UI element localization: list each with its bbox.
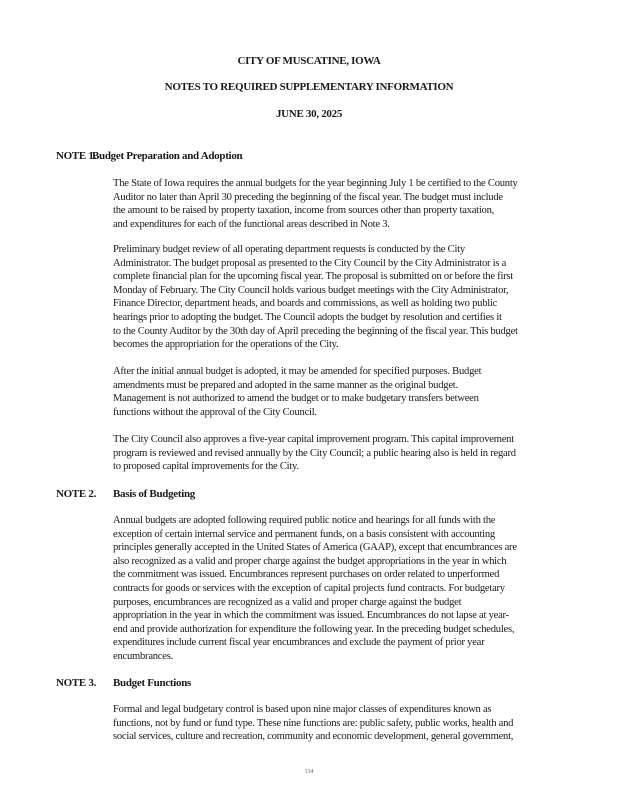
paragraph [113, 703, 513, 744]
text-line: amendments must be prepared and adopted in the same manner as the original budget. [113, 379, 458, 391]
text-line: also recognized as a valid and proper charge against the budget appropriations in the year in which [113, 555, 507, 567]
text-line: becomes the appropriation for the operations of the City. [113, 339, 339, 351]
text-line: end and provide authorization for expenditure the following year. In the preceding budget schedules, [113, 623, 515, 635]
text-line: functions, not by fund or fund type. These nine functions are: public safety, public works, health and [113, 717, 514, 729]
text-line: principles generally accepted in the United States of America (GAAP), except that encumbrances are [113, 542, 517, 554]
paragraph [113, 433, 516, 474]
text-line: the commitment was issued. Encumbrances represent purchases on order related to unperformed [113, 569, 500, 581]
note-2-title: Basis of Budgeting [113, 488, 196, 500]
text-line: to proposed capital improvements for the City. [113, 461, 299, 473]
page-number: 134 [304, 769, 314, 775]
text-line: After the initial annual budget is adopted, it may be amended for specified purposes. Budget [113, 366, 482, 377]
paragraph [113, 514, 517, 664]
note-3-title: Budget Functions [113, 677, 192, 689]
text-line: Formal and legal budgetary control is based upon nine major classes of expenditures known as [113, 704, 492, 715]
entity-title: CITY OF MUSCATINE, IOWA [237, 55, 381, 67]
text-line: exception of certain internal service and permanent funds, on a basis consistent with accounting [113, 528, 495, 540]
text-line: Annual budgets are adopted following required public notice and hearings for all funds with the [113, 515, 496, 526]
text-line: Monday of February. The City Council holds various budget meetings with the City Administrator, [113, 284, 509, 296]
text-line: social services, culture and recreation, community and economic development, general government, [113, 731, 514, 743]
text-line: to the County Auditor by the 30th day of April preceding the beginning of the fiscal year. This budget [113, 325, 518, 337]
text-line: purposes, encumbrances are recognized as a valid and proper charge against the budget [113, 596, 462, 608]
report-title: NOTES TO REQUIRED SUPPLEMENTARY INFORMATION [164, 81, 454, 93]
text-line: Finance Director, department heads, and boards and commissions, as well as holding two public [113, 298, 498, 310]
text-line: and expenditures for each of the functional areas described in Note 3. [113, 218, 390, 230]
text-line: the amount to be raised by property taxation, income from sources other than property taxation, [113, 205, 495, 217]
text-line: complete financial plan for the upcoming fiscal year. The proposal is submitted on or before the first [113, 271, 513, 283]
text-line: The City Council also approves a five-year capital improvement program. This capital improvement [113, 434, 514, 445]
note-3-number: NOTE 3. [56, 677, 97, 689]
text-line: program is reviewed and revised annually by the City Council; a public hearing also is held in regard [113, 447, 516, 459]
note-1-title: Budget Preparation and Adoption [92, 150, 243, 162]
report-date: JUNE 30, 2025 [275, 108, 343, 120]
text-line: Administrator. The budget proposal as presented to the City Council by the City Administrator is a [113, 257, 507, 269]
text-line: functions without the approval of the City Council. [113, 406, 317, 418]
paragraph [113, 365, 481, 419]
text-line: appropriation in the year in which the commitment was issued. Encumbrances do not lapse at year- [113, 610, 509, 622]
text-line: Auditor no later than April 30 preceding the beginning of the fiscal year. The budget must include [113, 191, 503, 203]
note-1-number: NOTE 1. [56, 150, 97, 162]
text-line: Preliminary budget review of all operating department requests is conducted by the City [113, 244, 465, 255]
text-line: contracts for goods or services with the exception of capital projects fund contracts. For budgetary [113, 582, 505, 594]
text-line: encumbrances. [113, 650, 173, 662]
text-line: Management is not authorized to amend the budget or to make budgetary transfers between [113, 393, 479, 405]
paragraph [113, 177, 518, 231]
text-line: expenditures include current fiscal year encumbrances and exclude the payment of prior year [113, 637, 485, 649]
paragraph [113, 243, 518, 352]
text-line: The State of Iowa requires the annual budgets for the year beginning July 1 be certified to the County [113, 178, 518, 189]
text-line: hearings prior to adopting the budget. The Council adopts the budget by resolution and certifies it [113, 311, 502, 323]
note-2-number: NOTE 2. [56, 488, 97, 500]
